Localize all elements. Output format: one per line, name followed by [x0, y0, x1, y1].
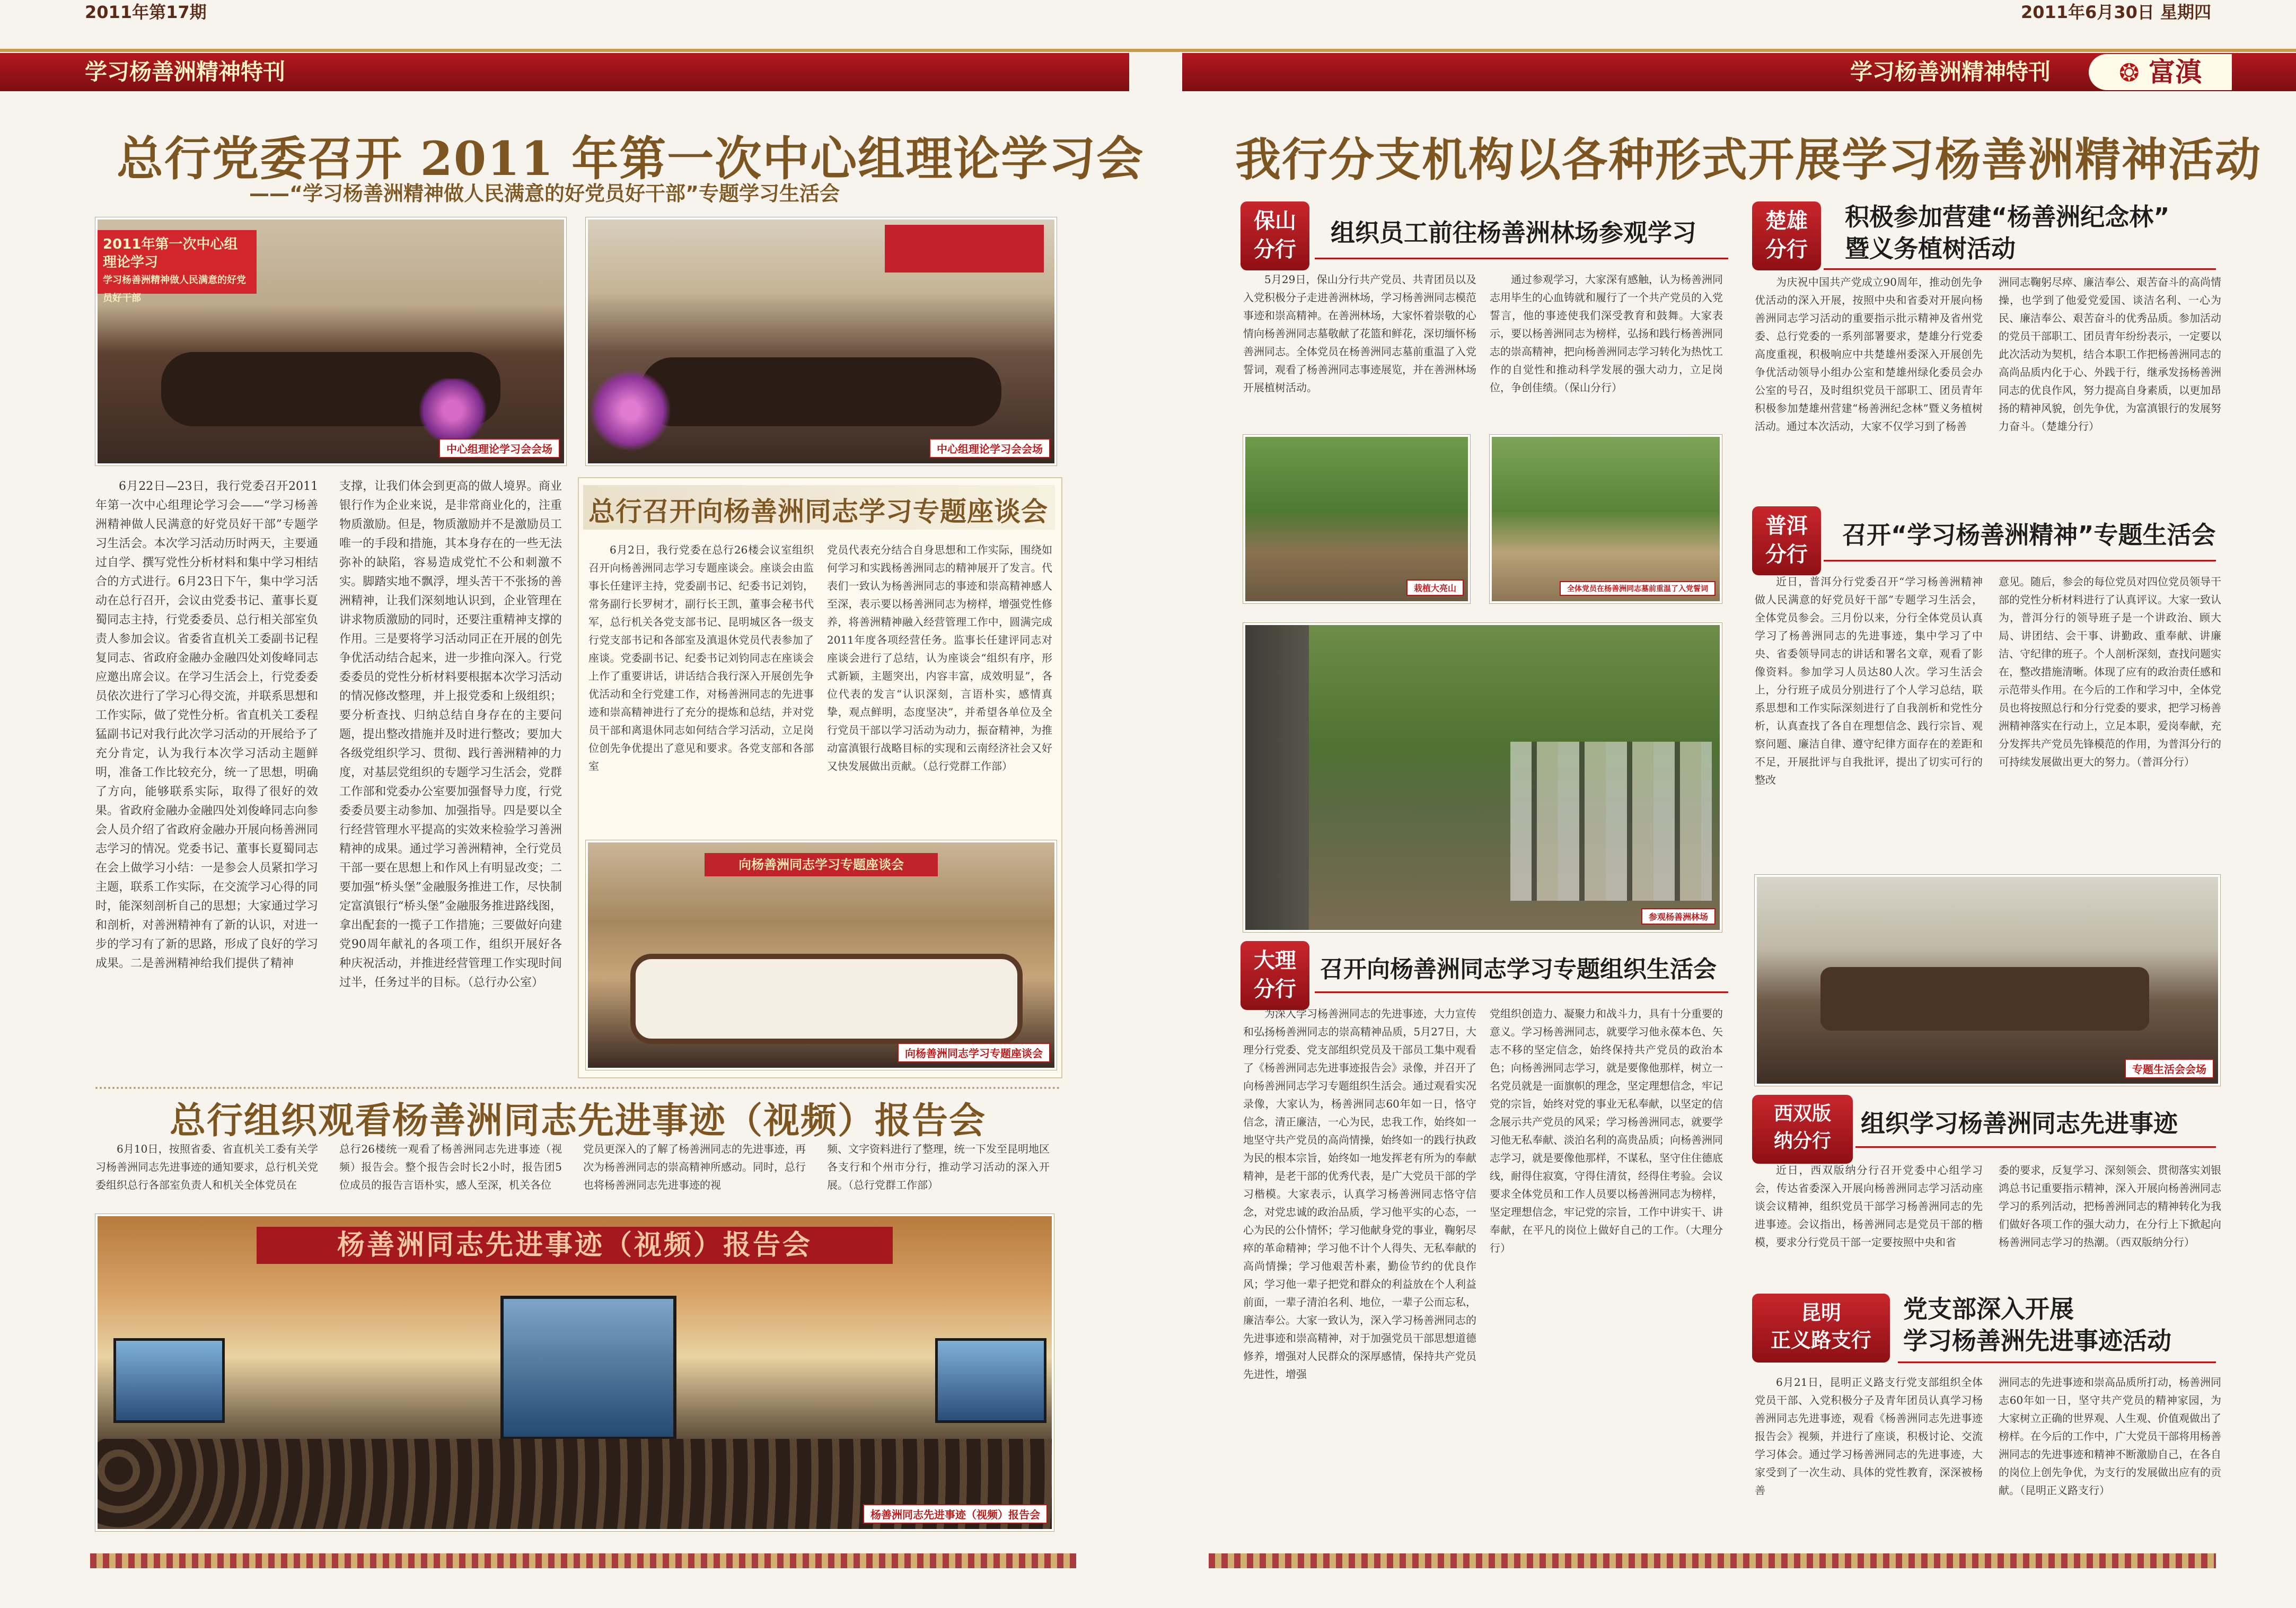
article2-column-1 [588, 541, 814, 838]
kunming-column-1 [1755, 1373, 1983, 1532]
chuxiong-tag-line2: 分行 [1765, 238, 1808, 262]
article3-text-1: 6月10日，按照省委、省直机关工委有关学习杨善洲同志先进事迹的通知要求，总行机关党委组织总行各部室负责人和机关全体党员在 [95, 1143, 318, 1191]
puer-column-1 [1755, 573, 1983, 864]
photo1-screen-banner [98, 230, 257, 304]
chuxiong-title-rule [1824, 268, 2216, 270]
symposium-photo [586, 840, 1057, 1070]
baoshan-photo-2 [1490, 435, 1722, 603]
article1-text-1: 6月22日—23日，我行党委召开2011年第一次中心组理论学习会——“学习杨善洲精神做人民满意的好党员好干部”专题学习生活会。本次学习活动历时两天，主要通过自学、撰写党性分析材料和集中学习相结合的方式进行。6月23日下午，集中学习活动在总行召开，会议由党委书记、董事长夏蜀同志主持，行党委委员、总行相关部室负责人参加会议。省委省直机关工委副书记程复同志、省政府金融办金融四处刘俊峰同志应邀出席会议。在学习生活会上，行党委委员依次进行了学习心得交流，并联系思想和工作实际，做了党性分析。省直机关工委程猛副书记对我行此次学习活动的开展给予了充分肯定，认为我行本次学习活动主题鲜明，准备工作比较充分，统一了思想，明确了方向，能够联系实际，取得了很好的效果。省政府金融办金融四处刘俊峰同志向参会人员介绍了省政府金融办开展向杨善洲同志学习的情况。党委书记、董事长夏蜀同志在会上做学习小结：一是参会人员紧扣学习主题，联系工作实际，在交流学习心得的同时，能深刻剖析自己的思想；大家通过学习和剖析，对善洲精神有了新的认识，对进一步的学习有了新的思路，形成了良好的学习成果。二是善洲精神给我们提供了精神 [95, 480, 318, 970]
left-dotted-separator [95, 1087, 1060, 1089]
dali-column-1: 为深入学习杨善洲同志的先进事迹，大力宣传和弘扬杨善洲同志的崇高精神品质，5月27日，大理分行党委、党支部组织党员及干部员工集中观看了《杨善洲同志先进事迹报告会》录像，并召开了向杨善洲同志学习专题组织生活会。通过观看实况录像，大家认为，杨善洲同志60年如一日，恪守信念，清正廉洁，一心为民，忠我工作，始终如一地坚守共产党员的高尚情操，始终如一的践行执政为民的根本宗旨，始终如一地发挥老有所为的奉献精神，是老干部的优秀代表，是广大党员干部的学习楷模。大家表示，认真学习杨善洲同志恪守信念，对党忠诚的政治品质，学习他平实的心态，一心为民的公仆情怀；学习他献身党的事业，鞠躬尽瘁的革命精神；学习他不计个人得失、无私奉献的高尚情操；学习他艰苦朴素，勤俭节约的优良作风；学习他一辈子把党和群众的利益放在个人利益前面，一辈子清泊名利、地位，一辈子公而忘私，廉洁奉公。大家一致认为，深入学习杨善洲同志的先进事迹和崇高精神，对于加强党员干部思想道德修养，增强对人民群众的深厚感情，保持共产党员先进性，增强 [1243, 1007, 1476, 1381]
puer-tag [1752, 506, 1821, 575]
article2-column-2 [827, 541, 1052, 838]
photo1-orchid-decoration [416, 379, 490, 442]
kunming-title-line2: 学习杨善洲先进事迹活动 [1903, 1326, 2171, 1355]
puer-title: 召开“学习杨善洲精神”专题生活会 [1842, 521, 2216, 549]
masthead-text: 富滇 [2148, 56, 2202, 87]
chuxiong-text-1: 为庆祝中国共产党成立90周年，推动创先争优活动的深入开展，按照中央和省委对开展向杨善洲同志学习活动的重要指示批示精神及省州党委、总行党委的一系列部署要求，楚雄分行党委高度重视，积极响应中共楚雄州委深入开展创先争优活动领导小组办公室和楚雄州绿化委员会办公室的号召，及时组织党员干部职工、团员青年积极参加楚雄州营建“杨善洲纪念林”暨义务植树活动。通过本次活动，大家不仅学习到了杨善 [1755, 276, 1983, 433]
issue-number: 2011年第17期 [85, 2, 207, 22]
left-bottom-ornament [90, 1553, 1076, 1568]
xishuangbanna-tag-line2: 纳分行 [1773, 1130, 1831, 1152]
baoshan-photo1-caption: 栽植大亮山 [1406, 579, 1464, 596]
article2-text-1: 6月2日，我行党委在总行26楼会议室组织召开向杨善洲同志学习专题座谈会。座谈会由监事长任建评主持，党委副书记、纪委书记刘钧，常务副行长罗树才，副行长王凯，董事会秘书代军，总行机关各党支部书记、昆明城区各一级支行党支部书记和各部室及滇退休党员代表参加了座谈。党委副书记、纪委书记刘钧同志在座谈会上作了重要讲话，讲话结合我行深入开展创先争优活动和全行党建工作，对杨善洲同志的先进事迹和崇高精神进行了充分的提炼和总结，并对党员干部和离退休同志如何结合学习活动，立足岗位创先争优提出了意见和要求。各党支部和各部室 [588, 543, 814, 772]
chuxiong-text-2: 洲同志鞠躬尽瘁、廉洁奉公、艰苦奋斗的高尚情操，也学到了他爱党爱国、谈洁名利、一心为民、廉洁奉公、艰苦奋斗的优秀品质。参加活动的党员干部职工、团员青年纷纷表示，一定要以此次活动为契机，结合本职工作把杨善洲同志的高尚品质内化于心、外践于行，继承发扬杨善洲同志的优良作风，努力提高自身素质，以更加昂扬的精神风貌，创先争优，为富滇银行的发展努力奋斗。（楚雄分行） [1999, 276, 2221, 433]
photo4-caption: 杨善洲同志先进事迹（视频）报告会 [863, 1504, 1048, 1524]
xishuangbanna-tag [1752, 1095, 1853, 1164]
photo2-screen-banner [885, 225, 1044, 273]
kunming-tag-line2: 正义路支行 [1770, 1329, 1871, 1352]
photo1-caption: 中心组理论学习会会场 [439, 438, 560, 458]
article1-column-1 [95, 477, 318, 1082]
baoshan-photo-1 [1243, 435, 1470, 603]
xishuangbanna-text-1: 近日，西双版纳分行召开党委中心组学习会，传达省委深入开展向杨善洲同志学习活动座谈会议精神，组织党员干部学习杨善洲同志的先进事迹。会议指出，杨善洲同志是党员干部的楷模，要求分行党员干部一定要按照中央和省 [1755, 1164, 1983, 1249]
left-band-title: 学习杨善洲精神特刊 [85, 59, 286, 85]
article3-text-3: 党员更深入的了解了杨善洲同志的先进事迹，再次为杨善洲同志的崇高精神所感动。同时，总行也将杨善洲同志先进事迹的视 [583, 1143, 806, 1191]
baoshan-tag-line1: 保山 [1254, 209, 1296, 233]
issue-date: 2011年6月30日 星期四 [2020, 2, 2211, 22]
baoshan-tag [1241, 201, 1309, 270]
photo4-center-screen [500, 1296, 676, 1440]
top-header [0, 0, 2296, 49]
right-bottom-ornament [1209, 1553, 2216, 1568]
photo4-left-screen [113, 1338, 225, 1423]
kunming-tag [1752, 1294, 1890, 1363]
left-headline: 总行党委召开 2011 年第一次中心组理论学习会 [117, 131, 1145, 186]
chuxiong-tag-line1: 楚雄 [1765, 209, 1808, 233]
article2-title: 总行召开向杨善洲同志学习专题座谈会 [588, 496, 1048, 527]
kunming-text-2: 洲同志的先进事迹和崇高品质所打动，杨善洲同志60年如一日，坚守共产党员的精神家园，为大家树立正确的世界观、人生观、价值观做出了榜样。在今后的工作中，广大党员干部将用杨善洲同志的先进事迹和精神不断激励自己，在各自的岗位上创先争优，为支行的发展做出应有的贡献。（昆明正义路支行） [1999, 1376, 2221, 1497]
kunming-title-line1: 党支部深入开展 [1903, 1295, 2074, 1323]
dali-tag: 大理 分行 [1241, 941, 1309, 1010]
masthead-logo [2089, 54, 2232, 90]
xishuangbanna-title-rule [1855, 1146, 2216, 1148]
xishuangbanna-column-2 [1999, 1161, 2221, 1283]
chuxiong-column-1 [1755, 273, 1983, 485]
article3-text-2: 总行26楼统一观看了杨善洲同志先进事迹（视频）报告会。整个报告会时长2小时，报告团5位成员的报告言语朴实，感人至深，机关各位 [339, 1143, 562, 1191]
xishuangbanna-tag-line1: 西双版 [1773, 1103, 1831, 1124]
photo2-orchid-decoration [588, 368, 673, 453]
kunming-text-1: 6月21日，昆明正义路支行党支部组织全体党员干部、入党积极分子及青年团员认真学习杨善洲同志先进事迹，观看《杨善洲同志先进事迹报告会》视频，并进行了座谈，积极讨论、交流学习体会。通过学习杨善洲同志的先进事迹，大家受到了一次生动、具体的党性教育，深深被杨善 [1755, 1376, 1983, 1497]
xishuangbanna-column-1 [1755, 1161, 1983, 1283]
chuxiong-title-line2: 暨义务植树活动 [1845, 234, 2016, 263]
baoshan-column-2 [1490, 270, 1723, 429]
baoshan-title-rule [1315, 258, 1728, 259]
article3-text-4: 频、文字资料进行了整理，统一下发至昆明地区各支行和个州市分行，推动学习活动的深入开展。（总行党群工作部） [827, 1143, 1050, 1191]
dali-title: 召开向杨善洲同志学习专题组织生活会 [1320, 956, 1717, 983]
kunming-tag-line1: 昆明 [1800, 1301, 1841, 1324]
video-report-photo [95, 1214, 1054, 1531]
photo2-conference-table [641, 357, 1001, 426]
photo3-conference-table [630, 954, 1023, 1044]
photo3-visitors-group [1510, 742, 1712, 901]
photo1-banner-line1: 2011年第一次中心组理论学习 [103, 236, 238, 270]
photo3-caption: 向杨善洲同志学习专题座谈会 [898, 1043, 1050, 1062]
puer-tag-line2: 分行 [1765, 542, 1808, 567]
kunming-column-2 [1999, 1373, 2221, 1532]
meeting-photo-2 [586, 217, 1057, 465]
baoshan-photo2-caption: 全体党员在杨善洲同志墓前重温了入党誓词 [1560, 581, 1716, 596]
puer-tag-line1: 普洱 [1765, 514, 1808, 538]
puer-text-2: 意见。随后，参会的每位党员对四位党员领导干部的党性分析材料进行了认真评议。大家一致认为，普洱分行的领导班子是一个讲政治、顾大局、讲团结、会干事、讲勤政、重奉献、讲廉洁、守纪律的班子。个人剖析深刻，查找问题实在，整改措施清晰。体现了应有的政治责任感和示范带头作用。在今后的工作和学习中，全体党员也将按照总行和分行党委的要求，把学习杨善洲精神落实在行动上，立足本职，爱岗奉献，充分发挥共产党员先锋模范的作用，为普洱分行的可持续发展做出更大的努力。（普洱分行） [1999, 575, 2221, 768]
photo3-screen-banner: 向杨善洲同志学习专题座谈会 [705, 853, 938, 876]
puer-meeting-photo [1755, 875, 2220, 1086]
xishuangbanna-title: 组织学习杨善洲同志先进事迹 [1861, 1109, 2178, 1138]
kunming-title-rule [1898, 1361, 2216, 1363]
article3-title: 总行组织观看杨善洲同志先进事迹（视频）报告会 [170, 1100, 987, 1142]
chuxiong-title-line1: 积极参加营建“杨善洲纪念林” [1845, 203, 2170, 231]
chuxiong-column-2 [1999, 273, 2221, 485]
baoshan-text-2: 通过参观学习，大家深有感触，认为杨善洲同志用毕生的心血铸就和履行了一个共产党员的入党誓言，他的事迹使我们深受教育和鼓舞。大家表示，要以杨善洲同志为榜样，弘扬和践行杨善洲同志的崇高精神，把向杨善洲同志学习转化为热忱工作的自觉性和推动科学发展的强大动力，立足岗位，争创佳绩。（保山分行） [1490, 273, 1723, 394]
puer-photo-table [1820, 967, 2149, 1031]
logo-swirl-icon: ❂ [2119, 58, 2140, 87]
article3-column-3 [583, 1140, 806, 1209]
xishuangbanna-text-2: 委的要求，反复学习、深刻领会、贯彻落实刘银鸿总书记重要指示精神，深入开展向杨善洲同志学习的系列活动，把杨善洲同志的精神转化为我们做好各项工作的强大动力，在分行上下掀起向杨善洲同志学习的热潮。（西双版纳分行） [1999, 1164, 2221, 1249]
photo1-banner-line2: 学习杨善洲精神做人民满意的好党员好干部 [103, 275, 246, 304]
baoshan-title: 组织员工前往杨善洲林场参观学习 [1331, 218, 1696, 247]
puer-title-rule [1824, 560, 2216, 561]
puer-column-2 [1999, 573, 2221, 864]
left-subheadline: ——“学习杨善洲精神做人民满意的好党员好干部”专题学习生活会 [249, 182, 840, 205]
meeting-photo-1 [95, 217, 566, 465]
baoshan-text-1: 5月29日，保山分行共产党员、共青团员以及入党积极分子走进善洲林场，学习杨善洲同志模范事迹和崇高精神。在善洲林场，大家怀着崇敬的心情向杨善洲同志墓敬献了花篮和鲜花，深切缅怀杨善洲同志。全体党员在杨善洲同志墓前重温了入党誓词，观看了杨善洲同志事迹展览，并在善洲林场开展植树活动。 [1243, 273, 1476, 394]
puer-photo-caption: 专题生活会会场 [2125, 1059, 2214, 1078]
photo2-caption: 中心组理论学习会会场 [929, 438, 1050, 458]
puer-text-1: 近日，普洱分行党委召开“学习杨善洲精神做人民满意的好党员好干部”专题学习生活会，全体党员参会。三月份以来，分行全体党员认真学习了杨善洲同志的先进事迹，集中学习了中央、省委领导同志的讲话和署名文章，观看了影像资料。参加学习人员达80人次。学习生活会上，分行班子成员分别进行了个人学习总结，联系思想和工作实际深刻进行了自我剖析和党性分析，认真查找了各自在理想信念、践行宗旨、观察问题、廉洁自律、遵守纪律方面存在的差距和不足，开展批评与自我批评，提出了切实可行的整改 [1755, 575, 1983, 786]
header-gold-rule [0, 49, 2296, 52]
article2-text-2: 党员代表充分结合自身思想和工作实际，围绕如何学习和实践杨善洲同志的精神展开了发言。代表们一致认为杨善洲同志的事迹和崇高精神感人至深，表示要以杨善洲同志为榜样，增强党性修养，将善洲精神融入经营管理工作中，圆满完成2011年度各项经营任务。监事长任建评同志对座谈会进行了总结，认为座谈会“组织有序，形式新颖，主题突出，内容丰富，成效明显”，各位代表的发言“认识深刻，言语朴实，感情真挚，观点鲜明，态度坚决”，并希望各单位及全行党员干部以学习活动为动力，振奋精神，为推动富滇银行战略目标的实现和云南经济社会又好又快发展做出贡献。（总行党群工作部） [827, 543, 1052, 772]
chuxiong-tag [1752, 201, 1821, 270]
dali-column-2: 党组织创造力、凝聚力和战斗力，具有十分重要的意义。学习杨善洲同志，就要学习他永葆本色、矢志不移的坚定信念，始终保持共产党员的政治本色；向杨善洲同志学习，就是要像他那样，树立一名党员就是一面旗帜的理念，坚定理想信念，牢记党的宗旨，始终对党的事业无私奉献，以坚定的信念展示共产党员的风采；学习杨善洲同志，就要学习他无私奉献、淡泊名利的高贵品质；向杨善洲同志学习，就是要像他那样，不谋私，坚守住住德底线，耐得住寂寞，守得住清贫，经得住考验。会议要求全体党员和工作人员要以杨善洲同志为榜样，坚定理想信念，牢记党的宗旨，工作中讲实干、讲奉献，在平凡的岗位上做好自己的工作。（大理分行） [1490, 1007, 1723, 1254]
baoshan-tag-line2: 分行 [1254, 238, 1296, 262]
article3-column-1 [95, 1140, 318, 1209]
article3-column-4 [827, 1140, 1050, 1209]
photo4-stage-banner: 杨善洲同志先进事迹（视频）报告会 [257, 1227, 893, 1264]
right-band-title: 学习杨善洲精神特刊 [1850, 59, 2051, 85]
right-headline: 我行分支机构以各种形式开展学习杨善洲精神活动 [1235, 133, 2262, 187]
baoshan-photo3-caption: 参观杨善洲林场 [1641, 908, 1716, 925]
article3-column-2 [339, 1140, 562, 1209]
baoshan-column-1 [1243, 270, 1476, 429]
dali-title-rule [1315, 991, 1728, 993]
article1-column-2 [339, 477, 562, 1082]
baoshan-photo-3 [1243, 623, 1722, 932]
article1-text-2: 支撑，让我们体会到更高的做人境界。商业银行作为企业来说，是非常商业化的，注重物质激励。但是，物质激励并不是激励员工唯一的手段和措施，其本身存在的一些无法弥补的缺陷，容易造成党忙不公和刺激不实。脚踏实地不飘浮，埋头苦干不张扬的善洲精神，让我们深刻地认识到，企业管理在讲求物质激励的同时，还要注重精神支撑的作用。三是要将学习活动同正在开展的创先争优活动结合起来，进一步推向深入。行党委委员的党性分析材料要根据本次学习活动的情况修改整理，并上报党委和上级组织；要分析查找、归纳总结自身存在的主要问题，提出整改措施并及时进行整改；要加大各级党组织学习、贯彻、践行善洲精神的力度，对基层党组织的专题学习生活会，党群工作部和党委办公室要加强督导力度，行党委委员要主动参加、加强指导。四是要以全行经营管理水平提高的实效来检验学习善洲精神的成果。通过学习善洲精神，全行党员干部一要在思想上和作风上有明显改变；二要加强“桥头堡”金融服务推进工作，尽快制定富滇银行“桥头堡”金融服务推进路线图，拿出配套的一揽子工作措施；三要做好向建党90周年献礼的各项工作，组织开展好各种庆祝活动，并推进经营管理工作实现时间过半，任务过半的目标。（总行办公室） [339, 480, 562, 989]
photo3-hut-wall [1245, 625, 1309, 930]
photo4-right-screen [935, 1338, 1046, 1423]
